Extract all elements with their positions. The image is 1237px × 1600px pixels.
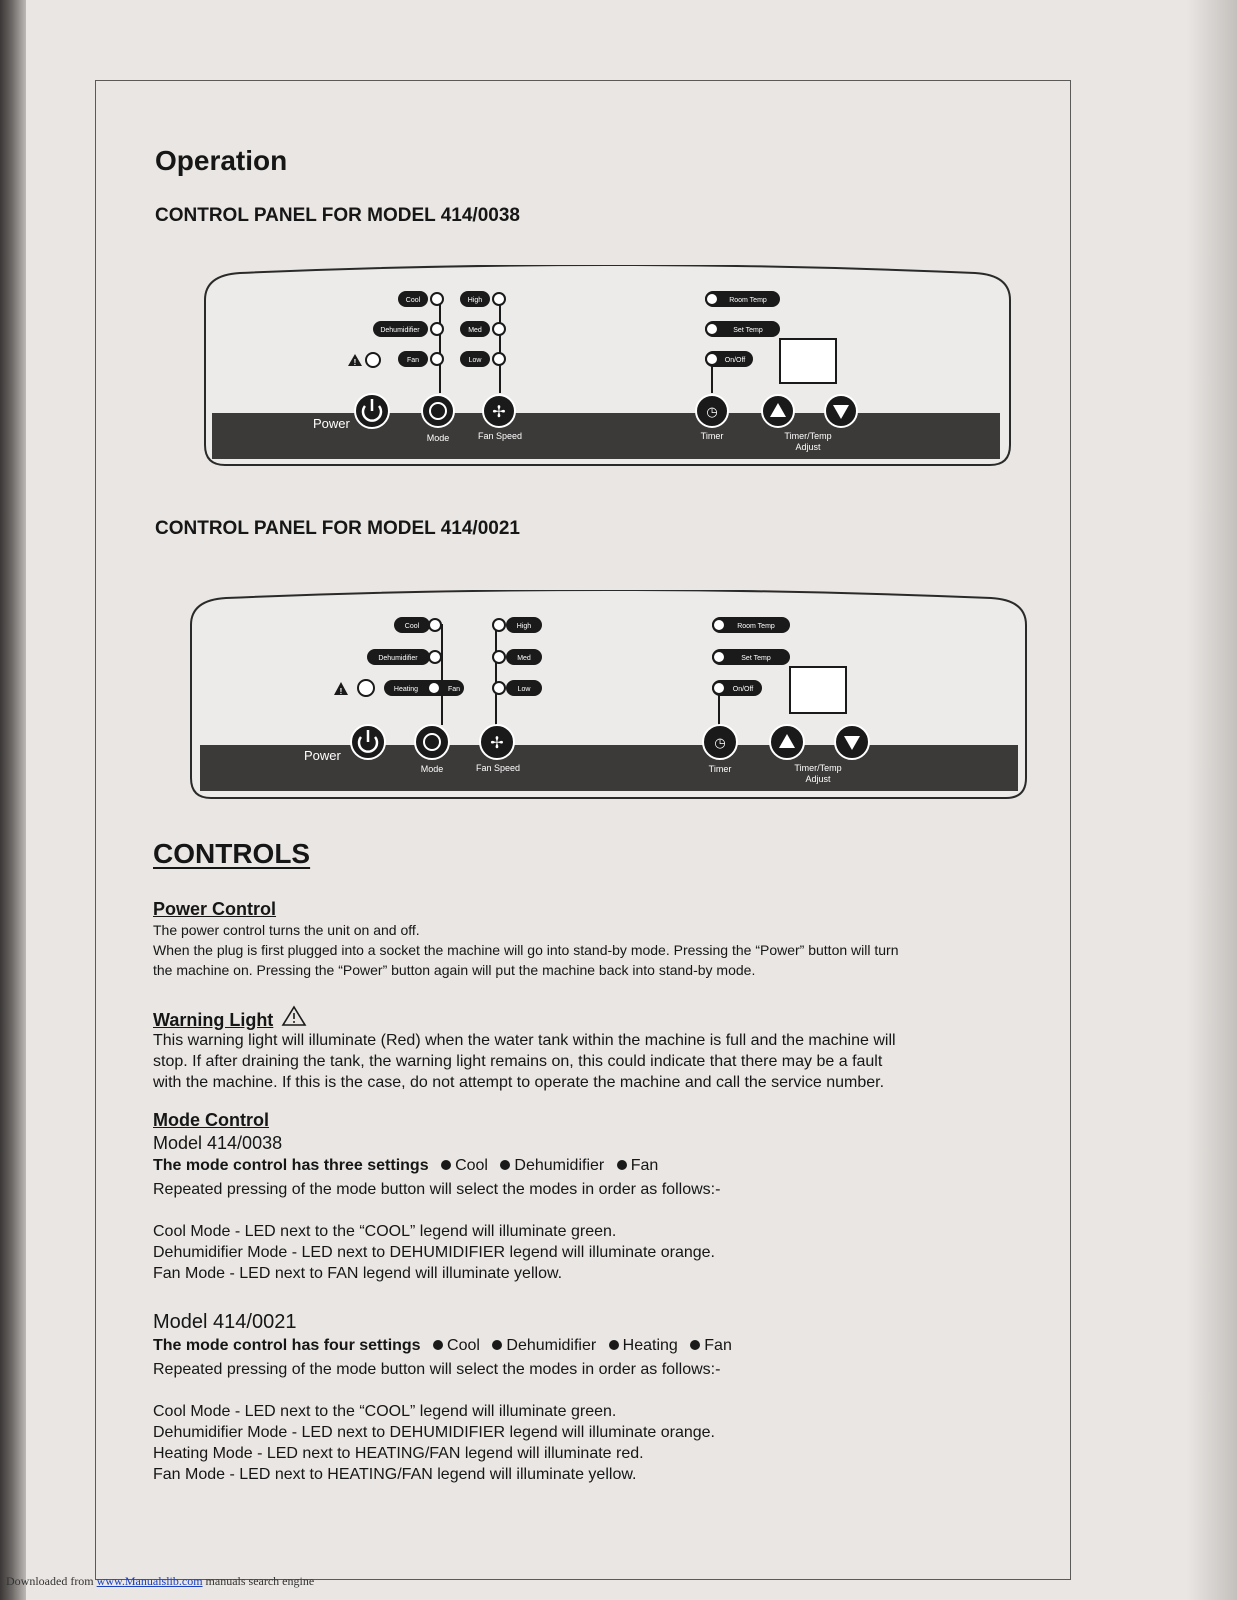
led-med	[493, 649, 542, 665]
power-button[interactable]	[351, 725, 385, 759]
warning-light-line-1: This warning light will illuminate (Red) when the water tank within the machine is full and the machine will	[153, 1032, 896, 1049]
setting-dehumidifier: Dehumidifier	[506, 1337, 597, 1354]
adjust-label-2: Adjust	[805, 774, 831, 784]
led-high	[493, 617, 542, 633]
up-button[interactable]	[762, 395, 794, 427]
timer-icon: ◷	[714, 735, 726, 750]
mode-b-heating: Heating Mode - LED next to HEATING/FAN legend will illuminate red.	[153, 1445, 644, 1462]
power-control-line-1: The power control turns the unit on and off.	[153, 922, 420, 938]
repeat-a-text: Repeated pressing of the mode button will select the modes in order as follows:-	[153, 1181, 721, 1198]
mode-label: Mode	[426, 433, 450, 443]
fan-speed-label: Fan Speed	[477, 431, 523, 441]
fan-icon: ✢	[492, 404, 506, 421]
svg-text:Med: Med	[468, 327, 482, 334]
svg-text:High: High	[516, 623, 532, 630]
power-button[interactable]	[355, 394, 389, 428]
led-low	[493, 680, 542, 696]
settings-b-line	[153, 1337, 732, 1355]
svg-text:Dehumidifier: Dehumidifier	[378, 655, 418, 662]
timer-label: Timer	[708, 764, 732, 774]
controls-heading: CONTROLS	[153, 838, 311, 869]
download-footer	[6, 1574, 314, 1589]
svg-text:Room Temp: Room Temp	[737, 623, 775, 630]
model-b-label: Model 414/0021	[153, 1311, 297, 1333]
up-button[interactable]	[770, 725, 804, 759]
svg-text:Low: Low	[517, 686, 531, 693]
page-edge-shadow	[1187, 0, 1237, 1600]
warning-led	[358, 680, 374, 696]
svg-text:High: High	[467, 297, 483, 304]
setting-heating: Heating	[622, 1337, 678, 1354]
svg-text:On/Off: On/Off	[732, 686, 754, 693]
led-set-temp	[712, 649, 790, 665]
svg-text:Med: Med	[517, 655, 531, 662]
timer-button[interactable]	[703, 725, 737, 759]
timer-button[interactable]	[696, 395, 728, 427]
power-control-line-2: When the plug is first plugged into a socket the machine will go into stand-by mode. Pressing the “Power” button will turn	[153, 942, 899, 958]
warning-light-line-2: stop. If after draining the tank, the warning light remains on, this could indicate that there may be a fault	[153, 1053, 883, 1070]
timer-icon: ◷	[706, 404, 718, 419]
setting-cool: Cool	[447, 1337, 480, 1354]
svg-text:Fan: Fan	[447, 686, 461, 693]
panel-1-title: CONTROL PANEL FOR MODEL 414/0038	[155, 205, 520, 226]
svg-text:!: !	[353, 358, 357, 367]
footer-prefix: Downloaded from	[6, 1574, 97, 1588]
mode-a-cool: Cool Mode - LED next to the “COOL” legend will illuminate green.	[153, 1223, 617, 1240]
power-control-line-3: the machine on. Pressing the “Power” button again will put the machine back into stand-by mode.	[153, 962, 756, 978]
setting-fan: Fan	[704, 1337, 732, 1354]
mode-b-cool: Cool Mode - LED next to the “COOL” legend will illuminate green.	[153, 1403, 617, 1420]
svg-text:Heating: Heating	[393, 686, 419, 693]
panel-2-title: CONTROL PANEL FOR MODEL 414/0021	[155, 518, 520, 539]
repeat-b-text: Repeated pressing of the mode button will select the modes in order as follows:-	[153, 1361, 721, 1378]
setting-fan: Fan	[630, 1157, 659, 1174]
led-room-temp	[712, 617, 790, 633]
led-on-off	[712, 680, 762, 696]
timer-label: Timer	[700, 431, 724, 441]
led-on-off	[705, 351, 753, 367]
fan-speed-button[interactable]	[483, 395, 515, 427]
svg-text:Cool: Cool	[405, 297, 421, 304]
power-label: Power	[313, 416, 350, 431]
led-low	[460, 351, 505, 367]
warning-light-heading-text: Warning Light	[153, 1010, 274, 1030]
led-set-temp	[705, 321, 780, 337]
footer-suffix: manuals search engine	[202, 1574, 315, 1588]
power-label: Power	[304, 748, 341, 763]
led-cool	[394, 617, 441, 633]
settings-a-line	[153, 1157, 658, 1175]
settings-b-label: The mode control has four settings	[153, 1337, 421, 1354]
temp-display	[780, 339, 836, 383]
settings-a-label: The mode control has three settings	[153, 1157, 429, 1174]
mode-button[interactable]	[422, 395, 454, 427]
control-panel-414-0038	[200, 265, 1015, 470]
mode-control-heading: Mode Control	[153, 1110, 269, 1130]
led-fan	[398, 351, 443, 367]
svg-text:Room Temp: Room Temp	[729, 297, 767, 304]
led-heating-fan	[384, 680, 464, 696]
warning-led	[366, 353, 380, 367]
book-spine-shadow	[0, 0, 26, 1600]
svg-text:Cool: Cool	[404, 623, 420, 630]
setting-cool: Cool	[455, 1157, 488, 1174]
fan-speed-label: Fan Speed	[475, 763, 521, 773]
mode-label: Mode	[420, 764, 444, 774]
led-med	[460, 321, 505, 337]
svg-text:Set Temp: Set Temp	[741, 655, 771, 662]
mode-a-dehumidifier: Dehumidifier Mode - LED next to DEHUMIDIFIER legend will illuminate orange.	[153, 1244, 715, 1261]
mode-b-dehumidifier: Dehumidifier Mode - LED next to DEHUMIDIFIER legend will illuminate orange.	[153, 1424, 715, 1441]
svg-text:Set Temp: Set Temp	[733, 327, 763, 334]
warning-light-line-3: with the machine. If this is the case, do not attempt to operate the machine and call the service number.	[153, 1074, 885, 1091]
led-room-temp	[705, 291, 780, 307]
adjust-label-1: Timer/Temp	[794, 763, 842, 773]
adjust-label-2: Adjust	[795, 442, 821, 452]
adjust-label-1: Timer/Temp	[784, 431, 832, 441]
power-control-heading: Power Control	[153, 899, 277, 919]
control-panel-414-0021	[186, 590, 1031, 802]
fan-icon: ✢	[490, 735, 504, 752]
warning-triangle-icon	[281, 1005, 307, 1027]
down-button[interactable]	[825, 395, 857, 427]
model-a-label: Model 414/0038	[153, 1133, 283, 1153]
led-high	[460, 291, 505, 307]
power-control-text	[153, 920, 1053, 980]
manualslib-link[interactable]: www.Manualslib.com	[96, 1574, 203, 1588]
down-button[interactable]	[835, 725, 869, 759]
svg-text:Low: Low	[468, 357, 482, 364]
page-title: Operation	[155, 145, 288, 176]
setting-dehumidifier: Dehumidifier	[514, 1157, 605, 1174]
temp-display	[790, 667, 846, 713]
mode-button[interactable]	[415, 725, 449, 759]
modes-b-list	[153, 1401, 1053, 1485]
fan-speed-button[interactable]	[480, 725, 514, 759]
svg-text:Fan: Fan	[406, 357, 420, 364]
svg-text:!: !	[339, 687, 343, 696]
svg-text:Dehumidifier: Dehumidifier	[380, 327, 420, 334]
svg-text:On/Off: On/Off	[724, 357, 746, 364]
warning-light-text	[153, 1030, 1053, 1093]
mode-b-fan: Fan Mode - LED next to HEATING/FAN legend will illuminate yellow.	[153, 1466, 637, 1483]
modes-a-list	[153, 1221, 1053, 1284]
led-cool	[398, 291, 443, 307]
mode-a-fan: Fan Mode - LED next to FAN legend will illuminate yellow.	[153, 1265, 563, 1282]
warning-light-heading	[153, 1005, 307, 1031]
